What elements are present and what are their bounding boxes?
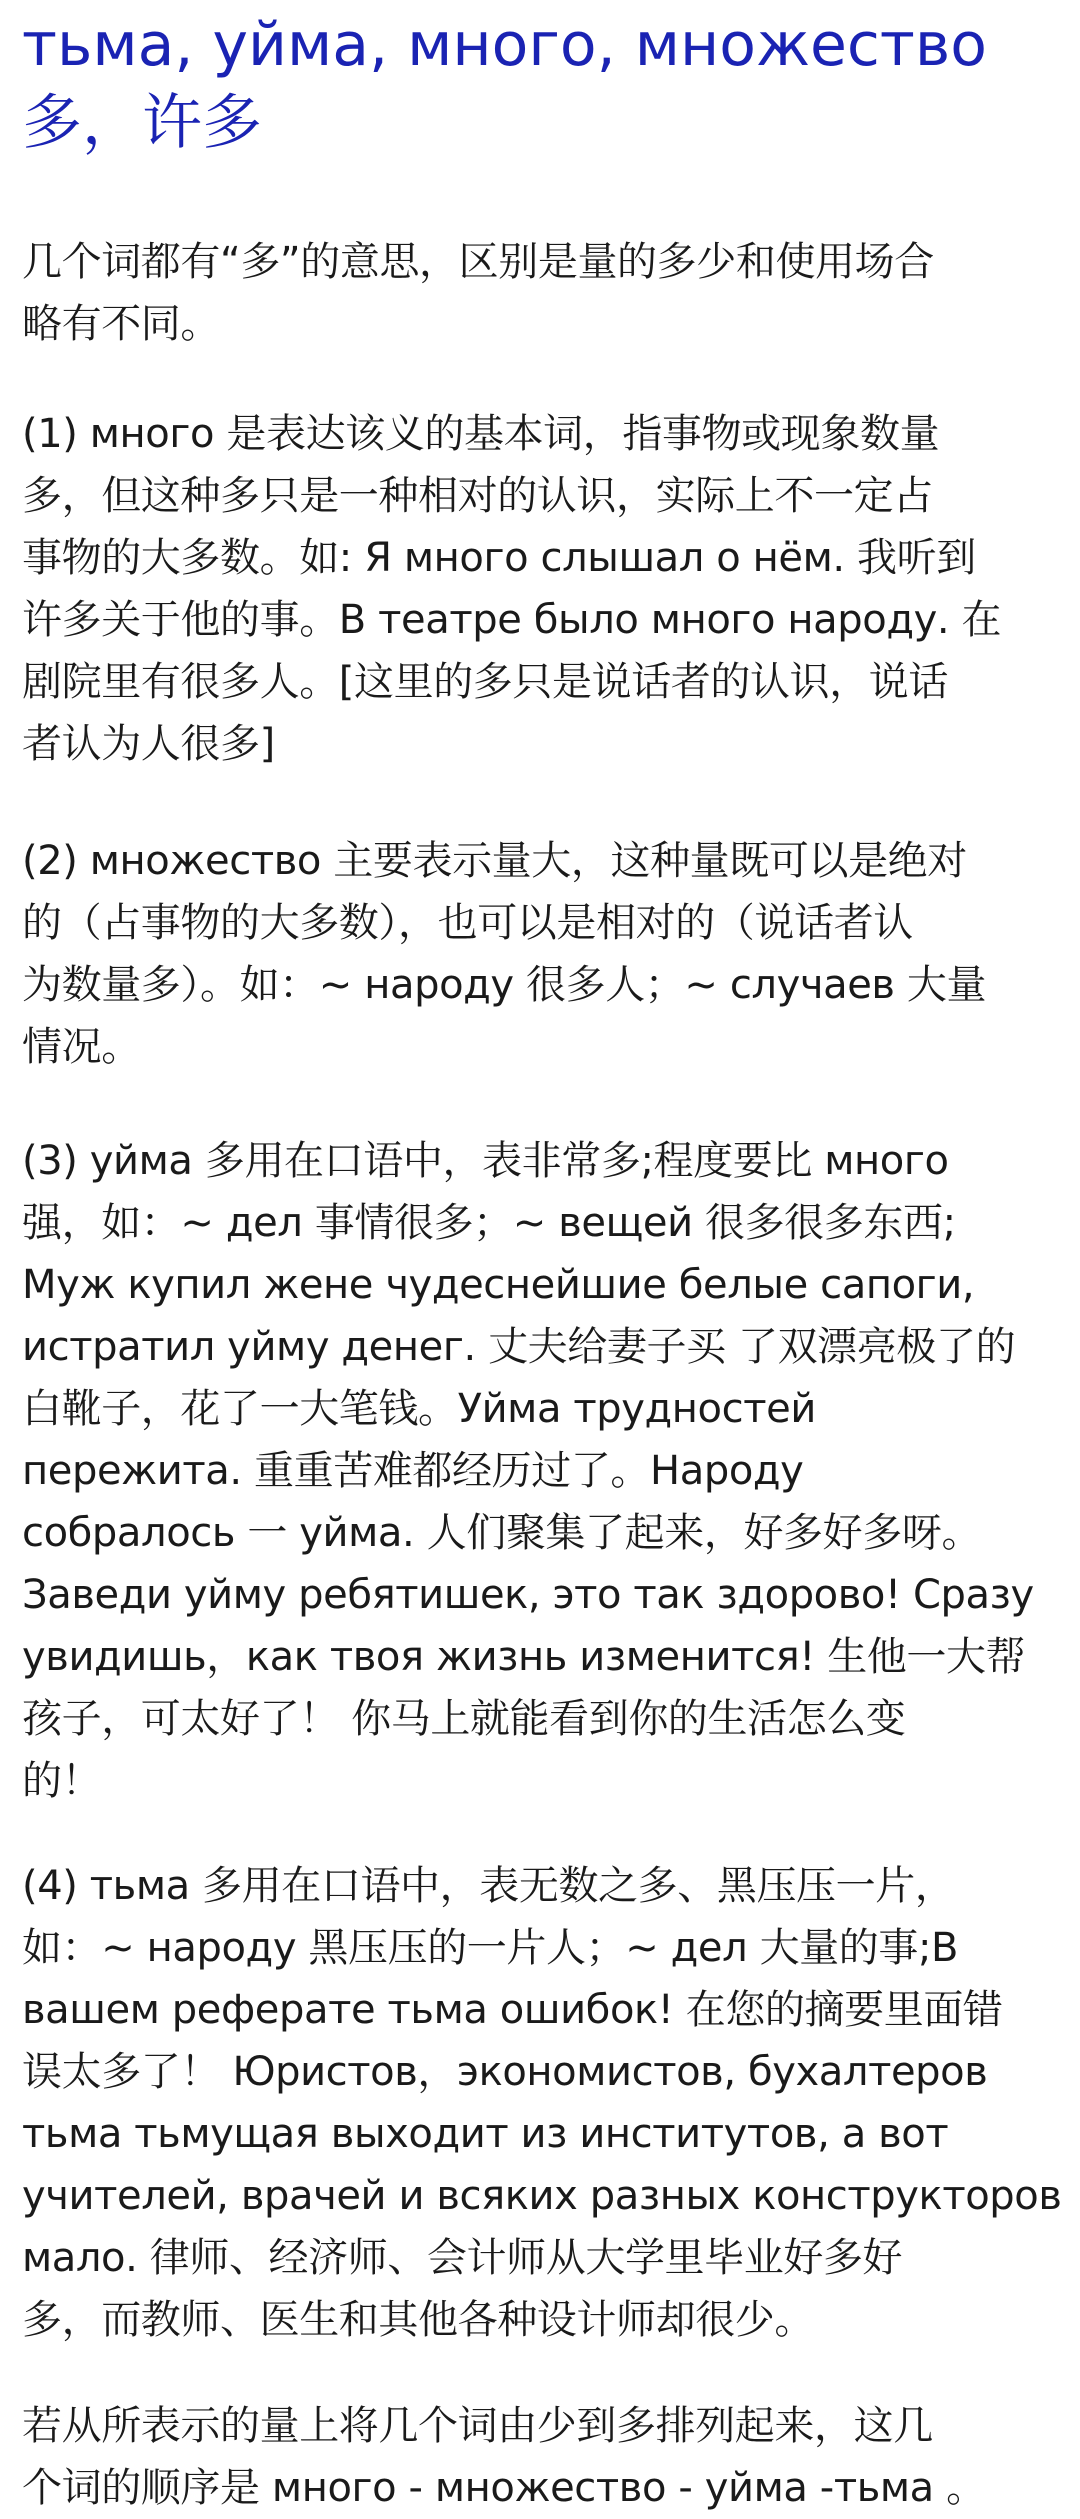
paragraph-uyma [22, 1130, 1034, 1812]
text-line: 多，但这种多只是一种相对的认识，实际上不一定占 [22, 473, 933, 519]
text-line: 如：~ народу 黑压压的一片人；~ дел 大量的事;В [22, 1925, 959, 1971]
text-line: 若从所表示的量上将几个词由少到多排列起来，这几 [22, 2403, 933, 2449]
paragraph-mnogo [22, 403, 1001, 775]
text-line: 略有不同。 [22, 301, 220, 347]
text-line: Заведи уйму ребятишек, это так здорово! Сразу [22, 1572, 1034, 1618]
text-line: собралось 一 уйма. 人们聚集了起来，好多好多呀。 [22, 1510, 982, 1556]
text-line: (2) множество 主要表示量大，这种量既可以是绝对 [22, 838, 967, 884]
text-line: 白靴子，花了一大笔钱。Уйма трудностей [22, 1386, 816, 1432]
text-line: (1) много 是表达该义的基本词，指事物或现象数量 [22, 411, 940, 457]
text-line: 的！ [22, 1758, 102, 1804]
text-line: истратил уйму денег. 丈夫给妻子买 了双漂亮极了的 [22, 1324, 1016, 1370]
text-line: 强，如：~ дел 事情很多；~ вещей 很多很多东西; [22, 1200, 956, 1246]
text-line: 为数量多）。如：~ народу 很多人；~ случаев 大量 [22, 962, 987, 1008]
paragraph-mnozhestvo [22, 830, 986, 1078]
intro-paragraph [22, 231, 934, 355]
text-line: Муж купил жене чудеснейшие белые сапоги, [22, 1262, 975, 1308]
text-line: (3) уйма 多用在口语中，表非常多;程度要比 много [22, 1138, 949, 1184]
text-line: 事物的大多数。如: Я много слышал о нём. 我听到 [22, 535, 976, 581]
text-line: 误太多了！ Юристов，экономистов, бухалтеров [22, 2049, 988, 2095]
text-line: 多，而教师、医生和其他各种设计师却很少。 [22, 2297, 814, 2343]
text-line: увидишь，как твоя жизнь изменится! 生他一大帮 [22, 1634, 1026, 1680]
text-line: 的（占事物的大多数），也可以是相对的（说话者认 [22, 900, 913, 946]
text-line: 剧院里有很多人。[这里的多只是说话者的认识，说话 [22, 659, 949, 705]
text-line: 情况。 [22, 1024, 141, 1070]
title-chinese-line: 多，许多 [22, 88, 262, 158]
text-line: 个词的顺序是 много - множество - уйма -тьма 。 [22, 2465, 986, 2511]
title-russian-line: тьма, уйма, много, множество [22, 10, 987, 80]
text-line: (4) тьма 多用在口语中，表无数之多、黑压压一片， [22, 1863, 955, 1909]
text-line: тьма тьмущая выходит из институтов, а вот [22, 2111, 949, 2157]
conclusion-paragraph [22, 2395, 986, 2519]
paragraph-tma [22, 1855, 1062, 2351]
text-line: 几个词都有“多”的意思，区别是量的多少和使用场合 [22, 239, 934, 285]
article-title [22, 6, 1058, 162]
text-line: 孩子，可太好了！ 你马上就能看到你的生活怎么变 [22, 1696, 906, 1742]
text-line: 者认为人很多] [22, 721, 275, 767]
text-line: вашем реферате тьма ошибок! 在您的摘要里面错 [22, 1987, 1003, 2033]
text-line: пережита. 重重苦难都经历过了。Народу [22, 1448, 804, 1494]
text-line: 许多关于他的事。В театре было много народу. 在 [22, 597, 1002, 643]
text-line: мало. 律师、经济师、会计师从大学里毕业好多好 [22, 2235, 903, 2281]
text-line: учителей, врачей и всяких разных конструкторов [22, 2173, 1062, 2219]
